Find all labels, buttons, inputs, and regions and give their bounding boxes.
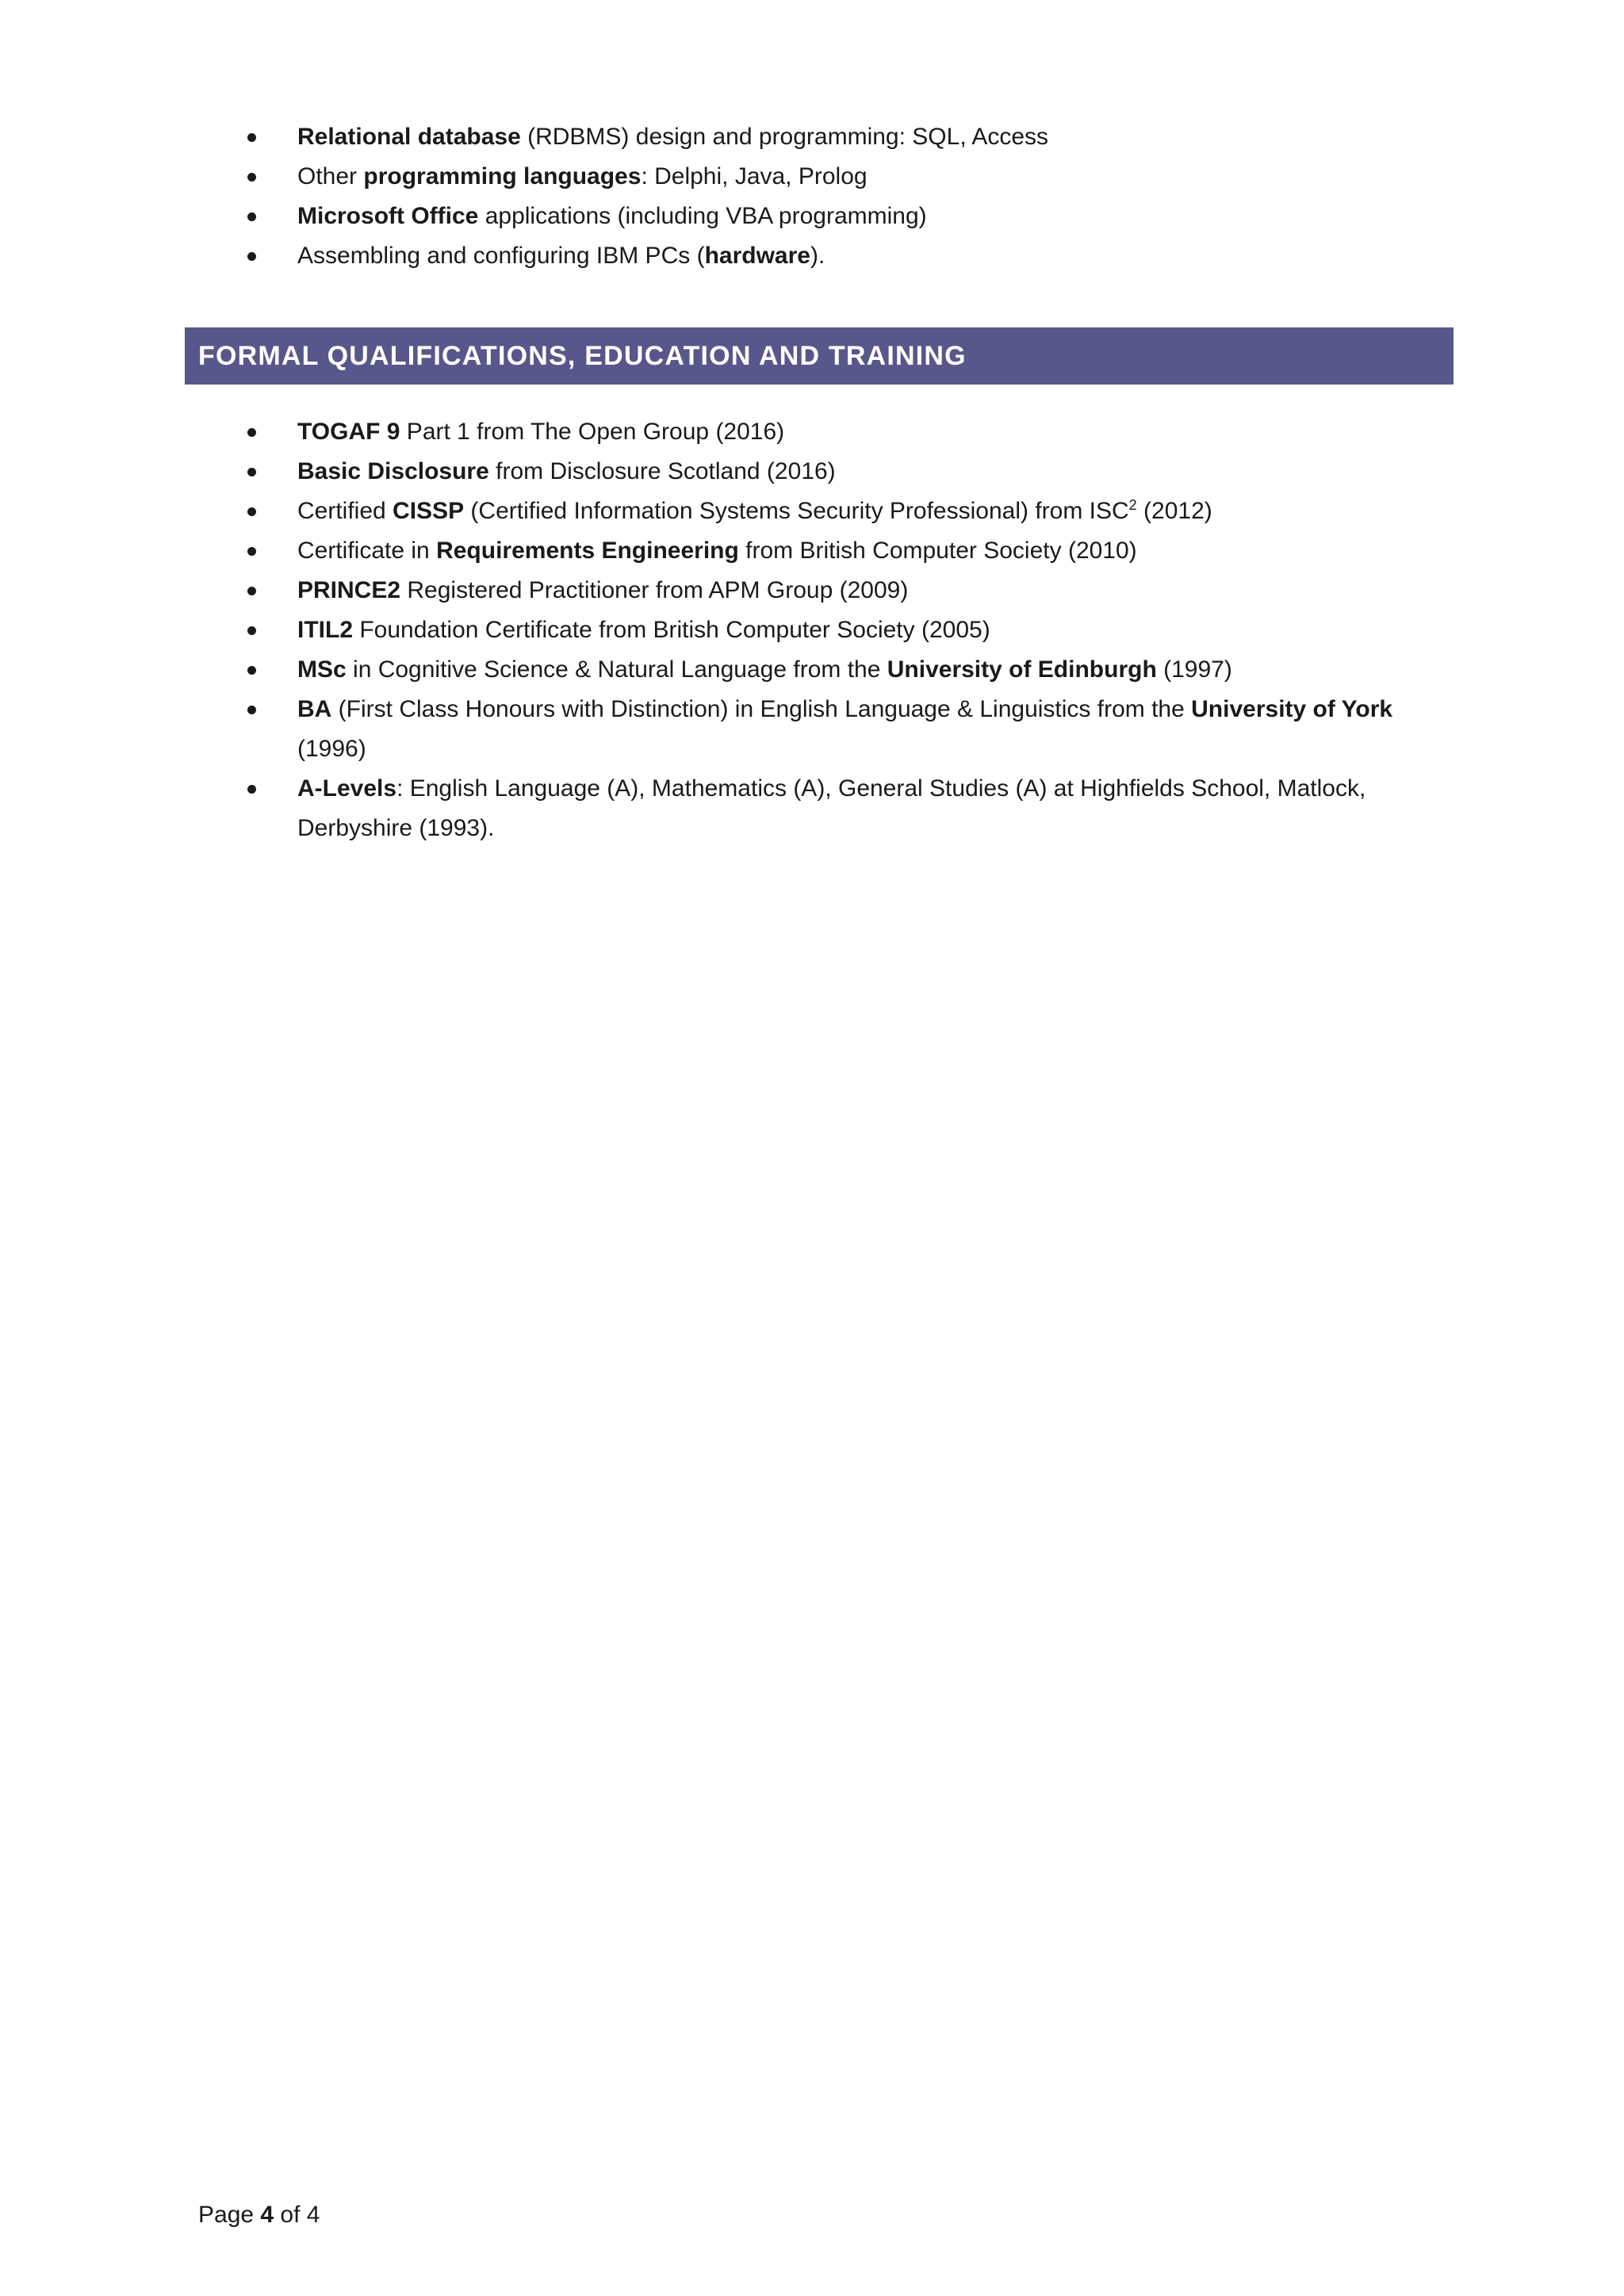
list-item: Relational database (RDBMS) design and programming: SQL, Access: [0, 117, 1455, 157]
list-item: Other programming languages: Delphi, Java, Prolog: [0, 157, 1455, 197]
list-item: BA (First Class Honours with Distinction) in English Language & Linguistics from the University of York (1996): [0, 690, 1455, 769]
page-footer: Page 4 of 4: [198, 2202, 320, 2228]
list-item: MSc in Cognitive Science & Natural Language from the University of Edinburgh (1997): [0, 650, 1455, 690]
list-item: Basic Disclosure from Disclosure Scotland (2016): [0, 452, 1455, 492]
bullet-icon: [247, 626, 256, 635]
list-item: Certificate in Requirements Engineering from British Computer Society (2010): [0, 531, 1455, 571]
bullet-icon: [247, 666, 256, 675]
bullet-icon: [247, 468, 256, 476]
list-item: ITIL2 Foundation Certificate from British Computer Society (2005): [0, 610, 1455, 650]
bullet-icon: [247, 785, 256, 794]
bullet-icon: [247, 133, 256, 142]
list-item: PRINCE2 Registered Practitioner from APM Group (2009): [0, 571, 1455, 610]
bullet-icon: [247, 706, 256, 714]
skills-list: [0, 117, 1455, 276]
section-heading: FORMAL QUALIFICATIONS, EDUCATION AND TRAINING: [185, 327, 1454, 385]
list-item: Assembling and configuring IBM PCs (hardware).: [0, 236, 1455, 276]
bullet-icon: [247, 547, 256, 556]
list-item: TOGAF 9 Part 1 from The Open Group (2016): [0, 412, 1455, 452]
page-total: 4: [306, 2202, 320, 2228]
page-number: 4: [260, 2202, 274, 2228]
bullet-icon: [247, 507, 256, 516]
list-item: Microsoft Office applications (including VBA programming): [0, 197, 1455, 236]
list-item: Certified CISSP (Certified Information Systems Security Professional) from ISC$^2$ (2012): [0, 492, 1455, 531]
list-item: A-Levels: English Language (A), Mathematics (A), General Studies (A) at Highfields School, Matlock, Derbyshire (1993).: [0, 769, 1455, 848]
bullet-icon: [247, 587, 256, 595]
qualifications-list: [0, 412, 1455, 848]
bullet-icon: [247, 428, 256, 437]
bullet-icon: [247, 252, 256, 261]
bullet-icon: [247, 173, 256, 182]
bullet-icon: [247, 212, 256, 221]
